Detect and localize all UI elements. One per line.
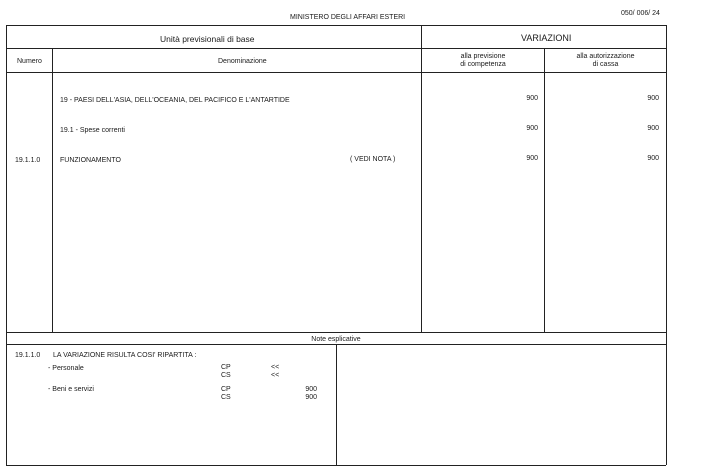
notes-item-cp: CP xyxy=(221,386,231,393)
section-unita: Unità previsionali di base xyxy=(160,34,255,44)
row-denominazione: FUNZIONAMENTO xyxy=(60,157,121,164)
row-competenza-value: 900 xyxy=(526,95,538,102)
competenza-cassa-divider xyxy=(544,48,545,332)
col-cassa-line2: di cassa xyxy=(592,61,619,68)
notes-bottom-border xyxy=(6,465,666,466)
notes-item-cs: CS xyxy=(221,372,231,379)
col-cassa-line1: alla autorizzazione xyxy=(576,53,635,60)
notes-item-cs-value: << xyxy=(271,372,280,379)
notes-text: LA VARIAZIONE RISULTA COSI' RIPARTITA : xyxy=(53,352,197,359)
row-cassa-value: 900 xyxy=(647,95,659,102)
numero-col-divider xyxy=(52,48,53,332)
notes-item-label: - Personale xyxy=(48,365,84,372)
row-numero: 19.1.1.0 xyxy=(15,157,41,164)
notes-item-label: - Beni e servizi xyxy=(48,386,94,393)
row-denominazione: 19.1 - Spese correnti xyxy=(60,127,125,134)
row-cassa-value: 900 xyxy=(647,155,659,162)
row-denominazione: 19 - PAESI DELL'ASIA, DELL'OCEANIA, DEL PACIFICO E L'ANTARTIDE xyxy=(60,97,290,104)
section-variazioni: VARIAZIONI xyxy=(521,33,572,43)
notes-numero: 19.1.1.0 xyxy=(15,352,41,359)
notes-item-cp-value: 900 xyxy=(305,386,317,393)
table-bottom-border xyxy=(6,332,666,333)
row-cassa-value: 900 xyxy=(647,125,659,132)
notes-title: Note esplicative xyxy=(311,336,361,343)
notes-item-cp: CP xyxy=(221,364,231,371)
col-competenza-line1: alla previsione xyxy=(460,53,506,60)
notes-divider xyxy=(336,344,337,465)
section-header-border xyxy=(6,48,666,49)
table-right-border xyxy=(666,25,667,465)
row-competenza-value: 900 xyxy=(526,125,538,132)
table-top-border xyxy=(6,25,666,26)
row-note-ref: ( VEDI NOTA ) xyxy=(350,156,396,163)
col-numero: Numero xyxy=(17,58,42,65)
variazioni-divider xyxy=(421,25,422,332)
ministry-title: MINISTERO DEGLI AFFARI ESTERI xyxy=(290,14,406,21)
page-code: 050/ 006/ 24 xyxy=(621,10,660,17)
notes-item-cs: CS xyxy=(221,394,231,401)
notes-item-cs-value: 900 xyxy=(305,394,317,401)
row-competenza-value: 900 xyxy=(526,155,538,162)
column-header-border xyxy=(6,72,666,73)
col-denominazione: Denominazione xyxy=(218,58,267,65)
col-competenza-line2: di competenza xyxy=(460,61,506,68)
notes-item-cp-value: << xyxy=(271,364,280,371)
table-left-border xyxy=(6,25,7,465)
